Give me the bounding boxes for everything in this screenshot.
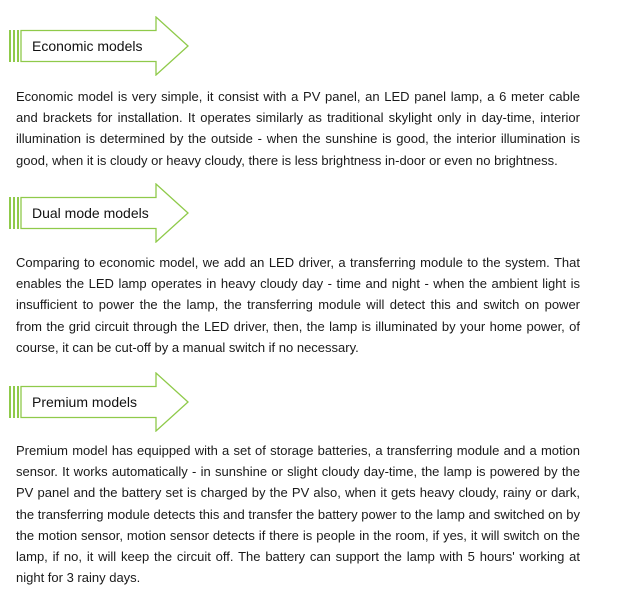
section-heading: Premium models: [32, 394, 138, 410]
section-body: Premium model has equipped with a set of storage batteries, a transferring module and a motion sensor. It works automatically - in sunshine or slight cloudy day-time, the lamp is powered by the PV panel and the battery set is charged by the PV also, when it gets heavy cloudy, rainy or dark, the transferring module detects this and transfer the battery power to the lamp and switched on by the motion sensor, motion sensor detects if there is people in the room, if yes, it will switch on the lamp, if no, it will keep the circuit off. The battery can support the lamp with 5 hours' working at night for 3 rainy days.: [16, 443, 580, 586]
section-heading: Dual mode models: [32, 205, 149, 221]
section-banner: [8, 372, 190, 432]
section-banner: [8, 16, 190, 76]
section-banner: [8, 183, 190, 243]
section-body: Comparing to economic model, we add an LED driver, a transferring module to the system. That enables the LED lamp operates in heavy cloudy day - time and night - when the ambient light is insufficient to power the the lamp, the transferring module will detect this and switch on power from the grid circuit through the LED driver, then, the lamp is illuminated by your home power, of course, it can be cut-off by a manual switch if no necessary.: [16, 255, 580, 355]
section-heading: Economic models: [32, 38, 143, 54]
section-body: Economic model is very simple, it consist with a PV panel, an LED panel lamp, a 6 meter cable and brackets for installation. It operates similarly as traditional skylight only in day-time, interior illumination is determined by the outside - when the sunshine is good, the interior illumination is good, when it is cloudy or heavy cloudy, there is less brightness in-door or even no brightness.: [16, 89, 580, 168]
